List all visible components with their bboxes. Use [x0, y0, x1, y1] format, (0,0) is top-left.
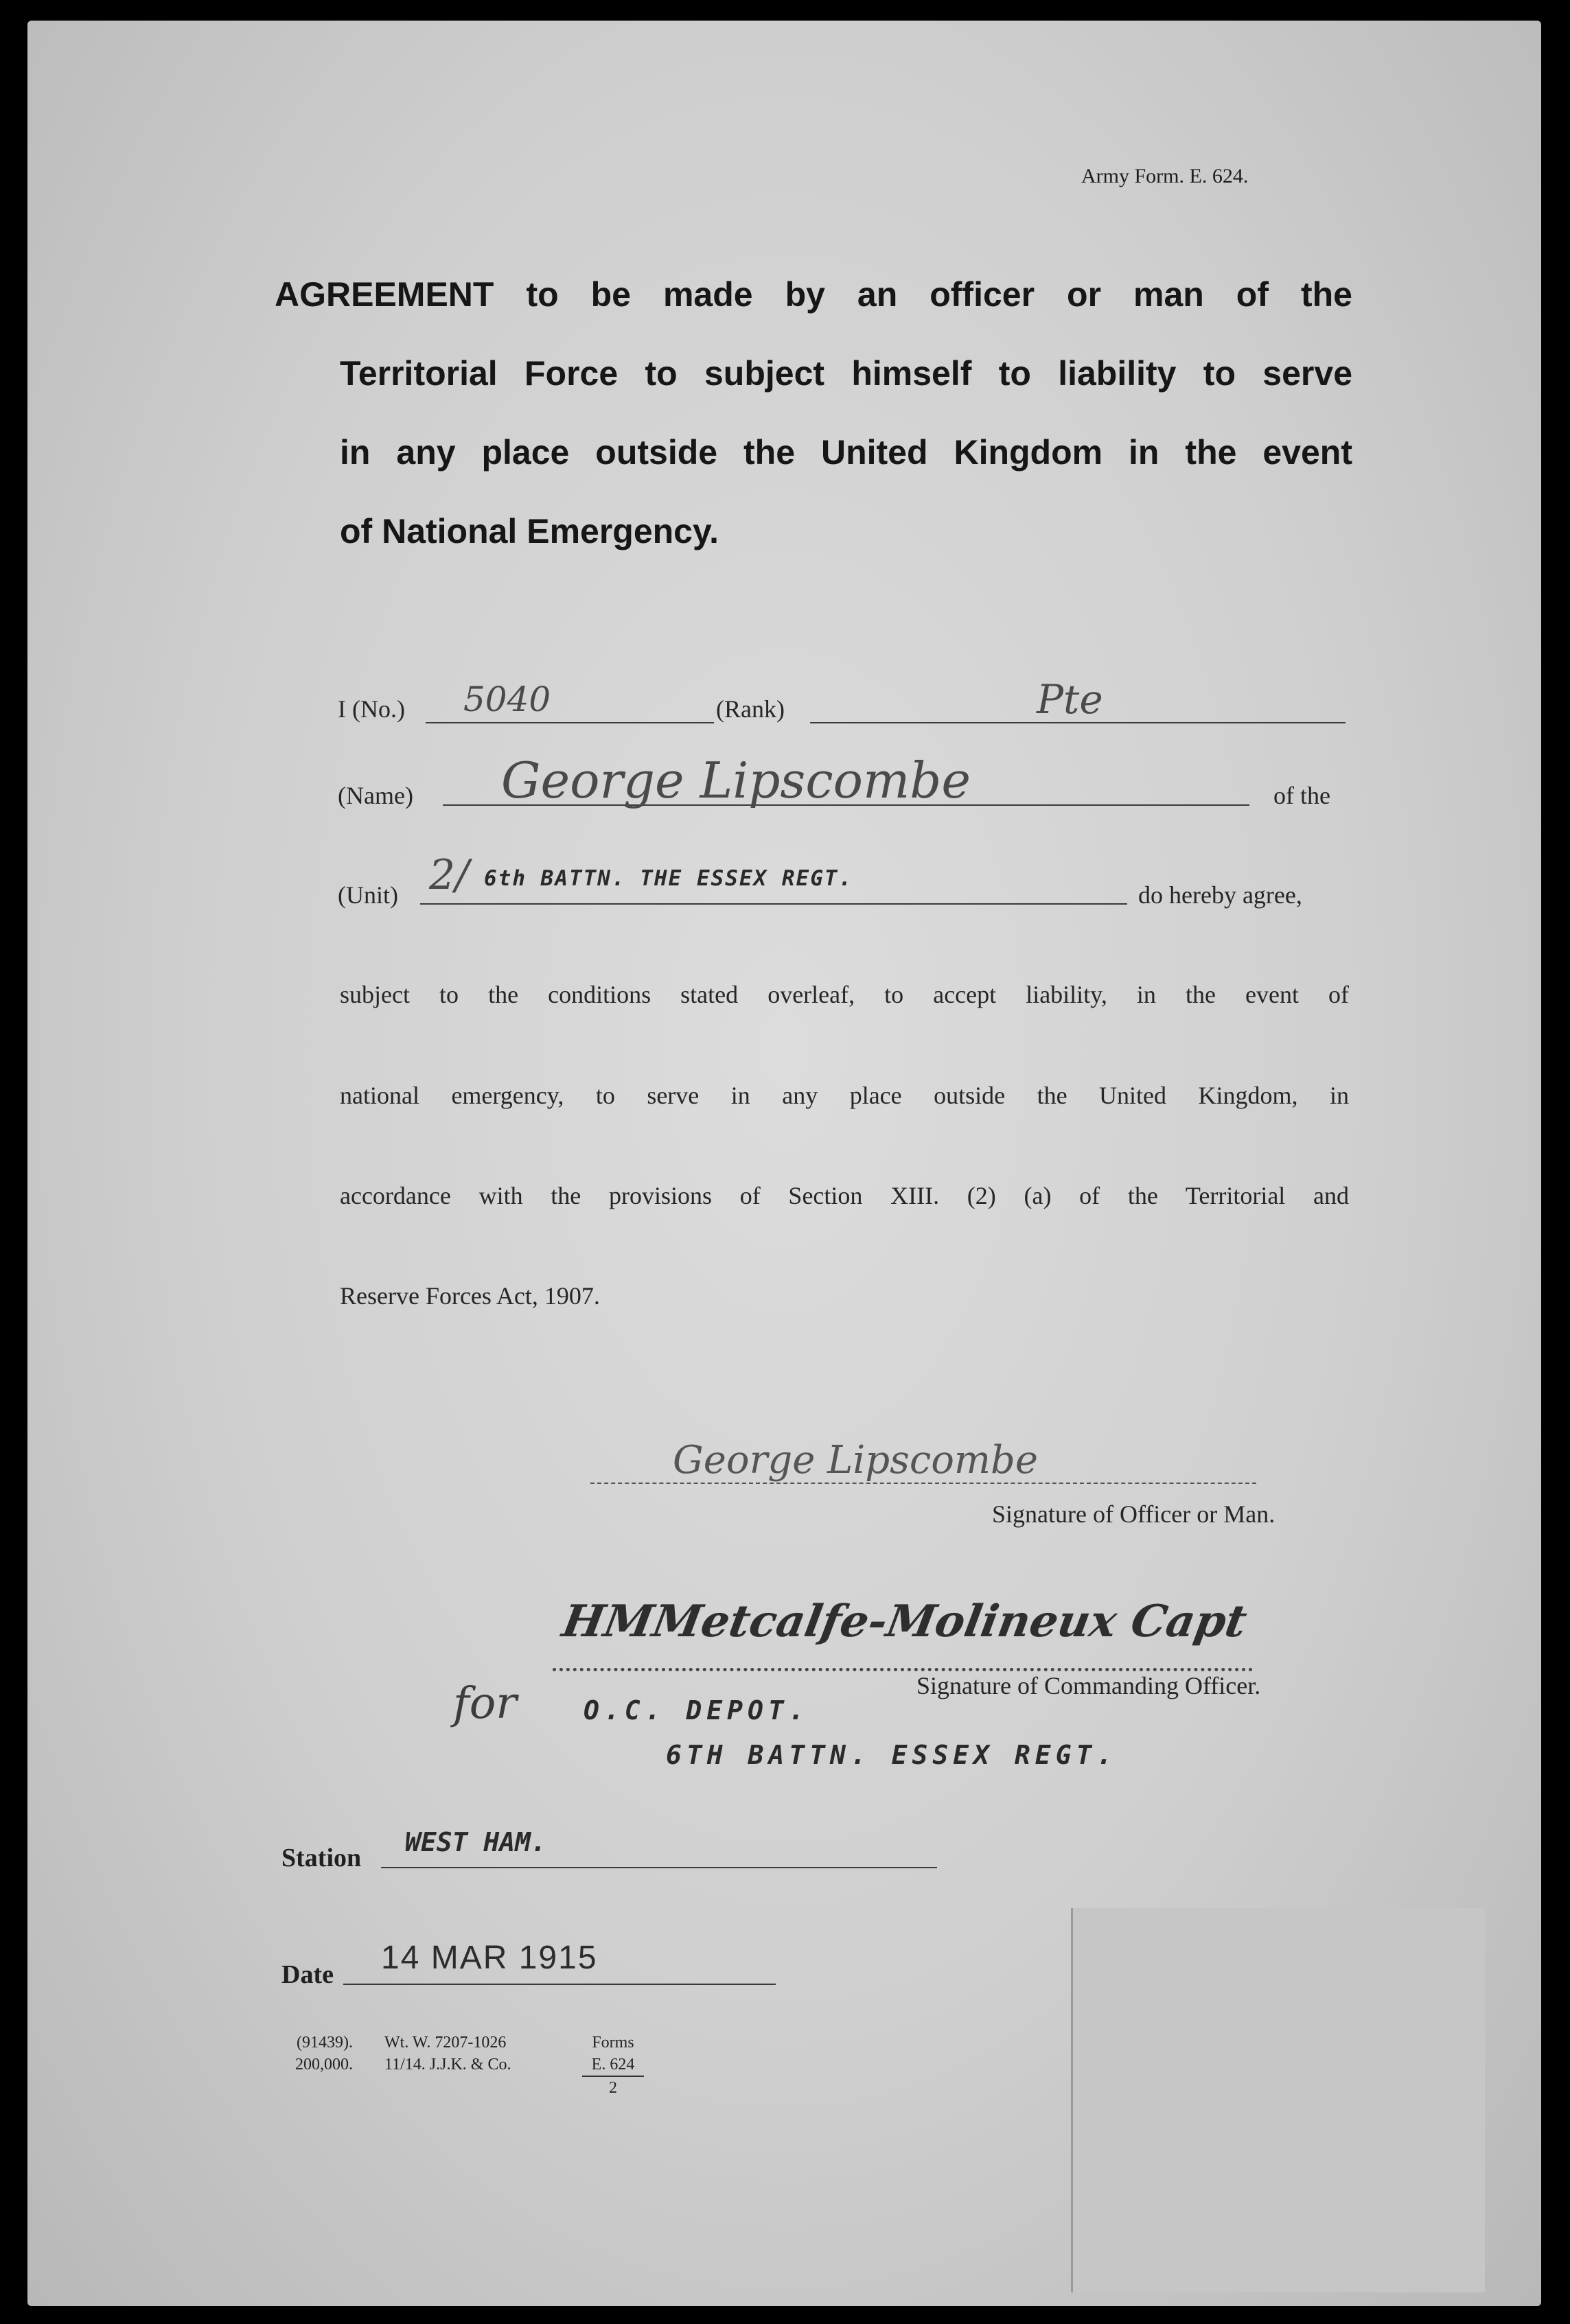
footer-forms: Forms: [592, 2034, 634, 2052]
for-annotation: for: [453, 1678, 517, 1729]
station-label: Station: [281, 1844, 362, 1872]
date-line: [343, 1984, 776, 1985]
footer-print-number: (91439).: [297, 2034, 353, 2052]
officer-signature-label: Signature of Commanding Officer.: [916, 1672, 1261, 1699]
number-line: [426, 722, 714, 723]
paragraph-line-2: national emergency, to serve in any place outside the United Kingdom, in: [340, 1082, 1349, 1109]
unit-value: 6th BATTN. THE ESSEX REGT.: [484, 866, 853, 891]
footer-warrant: Wt. W. 7207-1026: [384, 2034, 507, 2052]
heading-line-4: of National Emergency.: [340, 512, 719, 550]
depot-stamp: O.C. DEPOT.: [584, 1695, 809, 1725]
rank-label: (Rank): [716, 695, 785, 723]
paragraph-line-1: subject to the conditions stated overleaf, to accept liability, in the event of: [340, 981, 1349, 1008]
footer-printer: 11/14. J.J.K. & Co.: [384, 2056, 511, 2073]
name-label: (Name): [338, 782, 413, 809]
footer-col-3: [582, 2032, 644, 2099]
rank-value: Pte: [1037, 676, 1103, 723]
name-value: George Lipscombe: [501, 752, 971, 809]
paragraph-line-3: accordance with the provisions of Section XIII. (2) (a) of the Territorial and: [340, 1182, 1349, 1209]
agreement-heading: [275, 255, 1352, 571]
date-label: Date: [281, 1960, 334, 1989]
footer-col-2: [384, 2032, 511, 2076]
unit-suffix: do hereby agree,: [1138, 881, 1302, 909]
heading-line-1: AGREEMENT to be made by an officer or man of the: [275, 275, 1352, 314]
name-suffix: of the: [1273, 782, 1330, 809]
date-stamp: 14 MAR 1915: [381, 1940, 598, 1976]
man-signature-label: Signature of Officer or Man.: [992, 1500, 1275, 1528]
unit-prefix: 2/: [429, 851, 470, 899]
battalion-stamp: 6TH BATTN. ESSEX REGT.: [666, 1740, 1118, 1770]
underlying-sheet: [1071, 1908, 1485, 2292]
form-number: Army Form. E. 624.: [1081, 165, 1249, 187]
heading-line-2: Territorial Force to subject himself to liability to serve: [340, 354, 1352, 393]
heading-line-3: in any place outside the United Kingdom in the event: [340, 433, 1352, 472]
man-signature-line: [590, 1483, 1256, 1484]
number-label: I (No.): [338, 695, 405, 723]
man-signature: George Lipscombe: [673, 1438, 1038, 1483]
unit-line: [420, 903, 1127, 905]
paragraph-line-4: Reserve Forces Act, 1907.: [340, 1282, 600, 1310]
footer-col-1: [295, 2032, 353, 2076]
footer-print-quantity: 200,000.: [295, 2056, 353, 2073]
footer-form-sub: 2: [609, 2079, 617, 2097]
unit-label: (Unit): [338, 881, 398, 909]
station-line: [381, 1867, 937, 1868]
officer-signature: HMMetcalfe-Molineux Capt: [558, 1596, 1251, 1647]
footer-form-code: E. 624: [582, 2054, 644, 2077]
number-value: 5040: [463, 679, 551, 719]
station-value: WEST HAM.: [405, 1827, 546, 1857]
